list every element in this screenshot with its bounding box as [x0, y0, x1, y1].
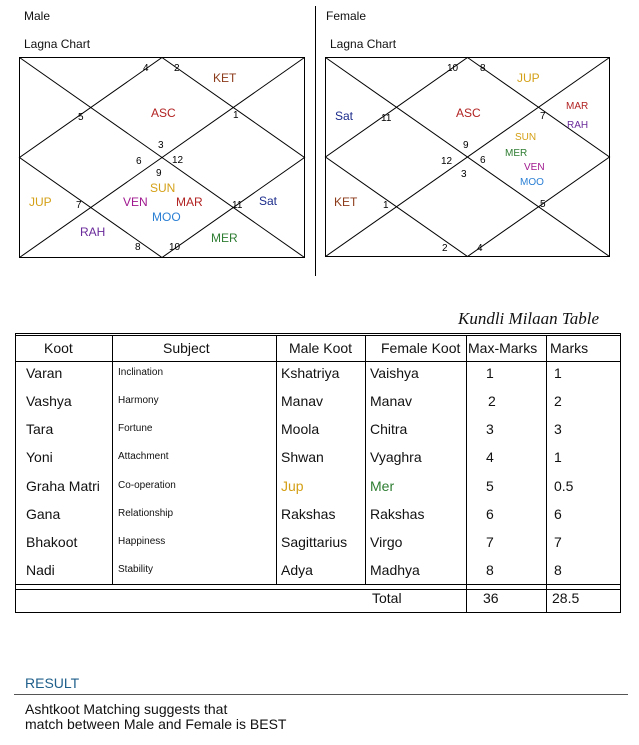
male-koot-cell: Kshatriya — [281, 365, 340, 381]
male-house-2: 2 — [174, 63, 180, 74]
female-house-4: 4 — [477, 243, 483, 254]
female-koot-cell: Virgo — [370, 534, 403, 550]
female-house-7: 7 — [540, 111, 546, 122]
header-marks: Marks — [550, 340, 589, 356]
female-house-11: 11 — [381, 113, 392, 124]
female-planet-mer: MER — [505, 148, 528, 159]
female-planet-sun: SUN — [515, 132, 537, 143]
female-house-2: 2 — [442, 243, 448, 254]
marks-cell: 8 — [554, 562, 562, 578]
male-koot-cell: Rakshas — [281, 506, 336, 522]
male-house-5: 5 — [78, 112, 84, 123]
male-planet-mar: MAR — [176, 195, 203, 209]
header-female-koot: Female Koot — [381, 340, 461, 356]
female-koot-cell: Vyaghra — [370, 449, 422, 465]
result-divider — [14, 694, 628, 695]
female-planet-sat: Sat — [335, 109, 354, 123]
subject-cell: Inclination — [118, 367, 164, 378]
female-planet-asc: ASC — [456, 106, 481, 120]
male-label: Male — [24, 9, 51, 23]
female-planet-ket: KET — [334, 195, 358, 209]
max-marks-cell: 7 — [486, 534, 494, 550]
table-row — [15, 472, 621, 500]
koot-cell: Nadi — [26, 562, 55, 578]
male-planet-jup: JUP — [29, 195, 52, 209]
female-planet-mar: MAR — [566, 101, 589, 112]
marks-cell: 7 — [554, 534, 562, 550]
male-planet-sat: Sat — [259, 194, 278, 208]
max-marks-cell: 3 — [486, 421, 494, 437]
table-total-row — [15, 584, 621, 612]
male-house-3: 3 — [158, 140, 164, 151]
result-title: RESULT — [25, 675, 80, 691]
max-marks-cell: 4 — [486, 449, 494, 465]
marks-cell: 3 — [554, 421, 562, 437]
max-marks-cell: 2 — [488, 393, 496, 409]
subject-cell: Stability — [118, 564, 154, 575]
koot-cell: Graha Matri — [26, 478, 100, 494]
male-planet-mer: MER — [211, 231, 238, 245]
female-house-10: 10 — [447, 63, 459, 74]
female-house-8: 8 — [480, 63, 486, 74]
subject-cell: Co-operation — [118, 480, 176, 491]
male-house-7: 7 — [76, 200, 82, 211]
female-house-12: 12 — [441, 156, 453, 167]
koot-cell: Bhakoot — [26, 534, 78, 550]
female-label: Female — [326, 9, 367, 23]
female-house-1: 1 — [383, 200, 389, 211]
male-planet-rah: RAH — [80, 225, 106, 239]
female-koot-cell: Madhya — [370, 562, 420, 578]
male-koot-cell: Jup — [281, 478, 304, 494]
koot-cell: Varan — [26, 365, 63, 381]
male-koot-cell: Moola — [281, 421, 320, 437]
max-marks-cell: 5 — [486, 478, 494, 494]
result-line-2: match between Male and Female is BEST — [25, 716, 287, 732]
result-text — [25, 702, 286, 732]
max-marks-cell: 6 — [486, 506, 494, 522]
female-planet-ven: VEN — [524, 162, 545, 173]
total-max-marks: 36 — [483, 590, 499, 606]
female-planet-jup: JUP — [517, 71, 540, 85]
header-subject: Subject — [163, 340, 210, 356]
marks-cell: 1 — [554, 365, 562, 381]
subject-cell: Harmony — [118, 395, 159, 406]
female-koot-cell: Chitra — [370, 421, 408, 437]
subject-cell: Happiness — [118, 536, 166, 547]
table-row — [15, 415, 621, 443]
table-header-row — [15, 334, 621, 362]
male-koot-cell: Manav — [281, 393, 324, 409]
koot-cell: Tara — [26, 421, 54, 437]
male-house-9: 9 — [156, 168, 162, 179]
male-planet-sun: SUN — [150, 181, 176, 195]
male-house-8: 8 — [135, 242, 141, 253]
male-planet-ven: VEN — [123, 195, 148, 209]
max-marks-cell: 8 — [486, 562, 494, 578]
koot-cell: Gana — [26, 506, 61, 522]
header-max-marks: Max-Marks — [468, 340, 538, 356]
male-house-1: 1 — [233, 110, 239, 121]
female-planet-rah: RAH — [567, 120, 589, 131]
male-planet-ket: KET — [213, 71, 237, 85]
male-house-10: 10 — [169, 242, 181, 253]
female-house-3: 3 — [461, 169, 467, 180]
male-house-11: 11 — [232, 200, 243, 211]
female-koot-cell: Vaishya — [370, 365, 419, 381]
female-chart-title: Lagna Chart — [330, 37, 397, 51]
female-house-6: 6 — [480, 155, 486, 166]
table-row — [15, 359, 621, 387]
female-house-9: 9 — [463, 140, 469, 151]
male-planet-moo: MOO — [152, 210, 181, 224]
female-koot-cell: Mer — [370, 478, 395, 494]
marks-cell: 0.5 — [554, 478, 574, 494]
total-marks: 28.5 — [552, 590, 580, 606]
male-koot-cell: Sagittarius — [281, 534, 348, 550]
koot-cell: Yoni — [26, 449, 53, 465]
table-row — [15, 528, 621, 556]
table-row — [15, 500, 621, 528]
chart-divider — [315, 6, 316, 276]
result-line-1: Ashtkoot Matching suggests that — [25, 701, 228, 717]
male-planet-asc: ASC — [151, 106, 176, 120]
table-row — [15, 387, 621, 415]
male-koot-cell: Shwan — [281, 449, 324, 465]
subject-cell: Fortune — [118, 423, 153, 434]
marks-cell: 6 — [554, 506, 562, 522]
max-marks-cell: 1 — [486, 365, 494, 381]
total-label: Total — [372, 590, 402, 606]
female-planet-moo: MOO — [520, 177, 544, 188]
female-house-5: 5 — [540, 199, 546, 210]
male-house-4: 4 — [143, 63, 149, 74]
male-lagna-chart — [0, 0, 639, 300]
header-koot: Koot — [44, 340, 73, 356]
table-row — [15, 556, 621, 584]
kundli-milaan-table — [15, 333, 621, 613]
table-row — [15, 443, 621, 471]
male-koot-cell: Adya — [281, 562, 313, 578]
male-chart-title: Lagna Chart — [24, 37, 91, 51]
subject-cell: Attachment — [118, 451, 169, 462]
marks-cell: 2 — [554, 393, 562, 409]
male-house-12: 12 — [172, 155, 184, 166]
female-koot-cell: Manav — [370, 393, 413, 409]
koot-cell: Vashya — [26, 393, 72, 409]
marks-cell: 1 — [554, 449, 562, 465]
header-male-koot: Male Koot — [289, 340, 353, 356]
male-house-6: 6 — [136, 156, 142, 167]
table-title: Kundli Milaan Table — [458, 309, 600, 328]
subject-cell: Relationship — [118, 508, 174, 519]
female-koot-cell: Rakshas — [370, 506, 425, 522]
